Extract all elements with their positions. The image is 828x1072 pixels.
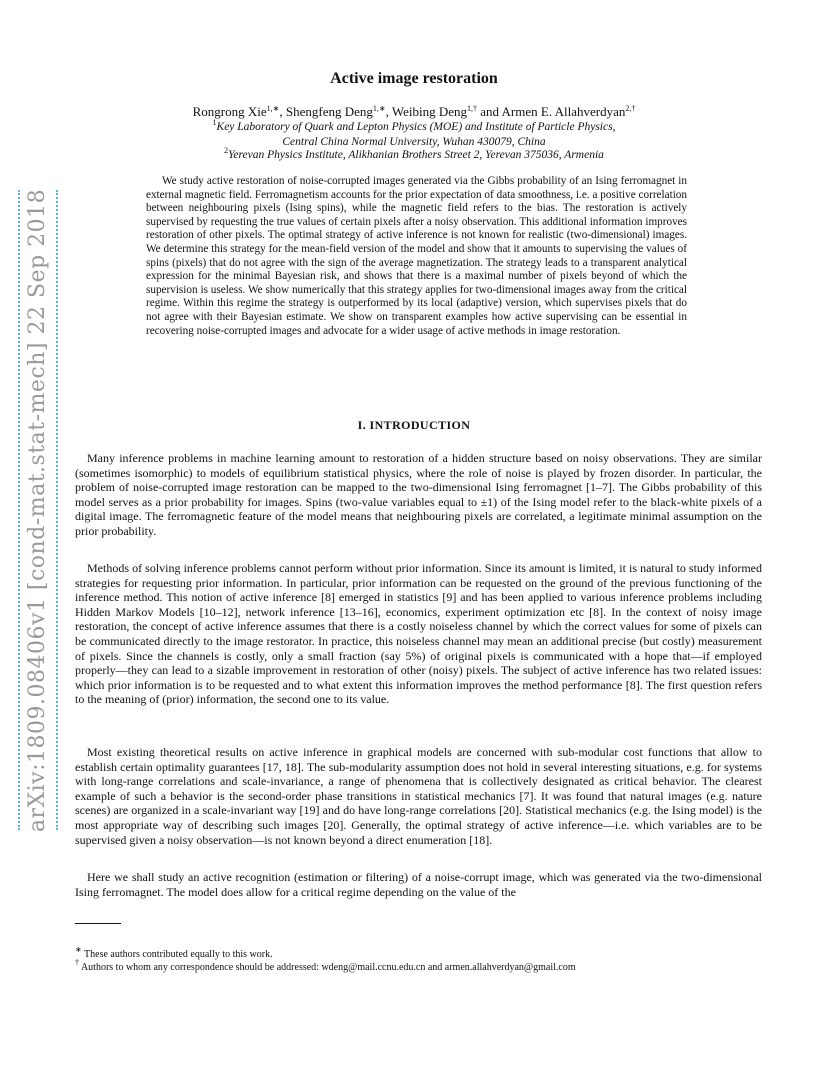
author-mark: 1,∗	[372, 104, 386, 113]
author-mark: 1,∗	[266, 104, 280, 113]
author-list: Rongrong Xie$^{1,∗}$, Shengfeng Deng$^{1,∗}$, Weibing Deng$^{1,\dagger}$ and Armen E. Allahverdyan$^{2,\dagger}$	[192, 104, 636, 119]
paragraph: Here we shall study an active recognition (estimation or filtering) of a noise-corrupt image, which was generated via the two-dimensional Ising ferromagnet. The model does allow for a critical regime depending on the value of the	[75, 870, 762, 899]
footnote-divider	[75, 923, 121, 924]
paper-title: Active image restoration	[330, 70, 498, 87]
footnote-mark: ∗	[75, 945, 82, 954]
affiliation-1: $^1$Key Laboratory of Quark and Lepton Physics (MOE) and Institute of Particle Physics,	[212, 118, 616, 133]
abstract: We study active restoration of noise-corrupted images generated via the Gibbs probability of an Ising ferromagnet in external magnetic field. Ferromagnetism accounts for the prior expectation of data smoothness, i.e. a positive correlation between neighbouring pixels (Ising spins), while the magnetic field refers to the bias. The restoration is actively supervised by requesting the true values of certain pixels after a noisy observation. This additional information improves restoration of other pixels. The optimal strategy of active inference is not known for realistic (two-dimensional) images. We determine this strategy for the mean-field version of the model and show that it amounts to supervising the values of spins (pixels) that do not agree with the sign of the average magnetization. The strategy leads to a transparent analytical expression for the minimal Bayesian risk, and shows that there is a maximal number of pixels beyond of which the supervision is useless. We show numerically that this strategy applies for two-dimensional images away from the critical regime. Within this regime the strategy is outperformed by its local (adaptive) version, which supervises pixels that do not agree with their Bayesian estimate. We show on transparent examples how active supervising can be essential in recovering noise-corrupted images and advocate for a wider usage of active methods in image restoration.	[146, 175, 687, 337]
author-mark: 1,†	[466, 104, 477, 113]
footnote-mark: †	[75, 958, 79, 967]
footnote: † Authors to whom any correspondence should be addressed: wdeng@mail.ccnu.edu.cn and armen.allahverdyan@gmail.com	[75, 958, 576, 973]
author-mark: 2,†	[625, 104, 636, 113]
affiliation-mark: 2	[224, 146, 229, 155]
affiliation-2: $^2$Yerevan Physics Institute, Alikhanian Brothers Street 2, Yerevan 375036, Armenia	[224, 146, 604, 161]
author-name: Weibing Deng	[391, 104, 467, 119]
paragraph: Methods of solving inference problems cannot perform without prior information. Since its amount is limited, it is natural to study informed strategies for requesting prior information. In particular, prior information can be requested on the ground of the previous functioning of the inference method. This notion of active inference [8] emerged in statistics [9] and has been applied to various inference problems including Hidden Markov Models [10–12], network inference [13–16], economics, experiment optimization etc [8]. In the context of noisy image restoration, the concept of active inference assumes that there is a costly noiseless channel by which the correct values for some of pixels can be communicated directly to the image restorator. In practice, this noiseless channel may mean an additional precise (but costly) measurement of pixels. Since the channels is costly, only a small fraction (say 5%) of original pixels is communicated with a hope that—if employed properly—they can lead to a sizable improvement in restoration of other (noisy) pixels. The subject of active inference has two related issues: which prior information is to be requested and to what extent this information improves the method performance [8]. The first question refers to the meaning of (prior) information, the second one to its value.	[75, 561, 762, 707]
arxiv-stamp	[20, 190, 56, 830]
author-name: Armen E. Allahverdyan	[501, 104, 626, 119]
author-name: Shengfeng Deng	[285, 104, 373, 119]
affiliation-mark: 1	[212, 118, 217, 127]
paragraph: Many inference problems in machine learning amount to restoration of a hidden structure based on noisy observations. They are similar (sometimes isomorphic) to models of equilibrium statistical physics, where the role of noise is played by frozen disorder. In particular, the problem of noise-corrupted image restoration can be mapped to the two-dimensional Ising ferromagnet [1–7]. The Gibbs probability of this model serves as a prior probability for images. Spins (two-value variables equal to ±1) of the Ising model refer to the black-white pixels of a digital image. The ferromagnetic feature of the model means that neighbouring pixels are correlated, a legitimate minimal assumption on the prior probability.	[75, 451, 762, 538]
author-name: Rongrong Xie	[192, 104, 267, 119]
footnote: ∗ These authors contributed equally to this work.	[75, 945, 273, 960]
arxiv-identifier: arXiv:1809.08406v1 [cond-mat.stat-mech] 22 Sep 2018	[25, 188, 51, 832]
affiliation-1-line2: Central China Normal University, Wuhan 430079, China	[282, 136, 546, 148]
section-heading: I. INTRODUCTION	[357, 418, 471, 432]
paragraph: Most existing theoretical results on active inference in graphical models are concerned with sub-modular cost functions that allow to establish certain optimality guarantees [17, 18]. The sub-modularity assumption does not hold in several interesting situations, e.g. for systems with long-range correlations and scale-invariance, a range of phenomena that is collectively designated as critical behavior. The clearest example of such a behavior is the second-order phase transitions in statistical mechanics [7]. It was found that natural images (e.g. nature scenes) are organized in a scale-invariant way [19] and do have long-range correlations [20]. Statistical mechanics (e.g. the Ising model) is the most appropriate way of describing such images [20]. Generally, the optimal strategy of active inference—i.e. which variables are to be supervised given a noisy observation—is not known beyond a direct enumeration [18].	[75, 745, 762, 847]
